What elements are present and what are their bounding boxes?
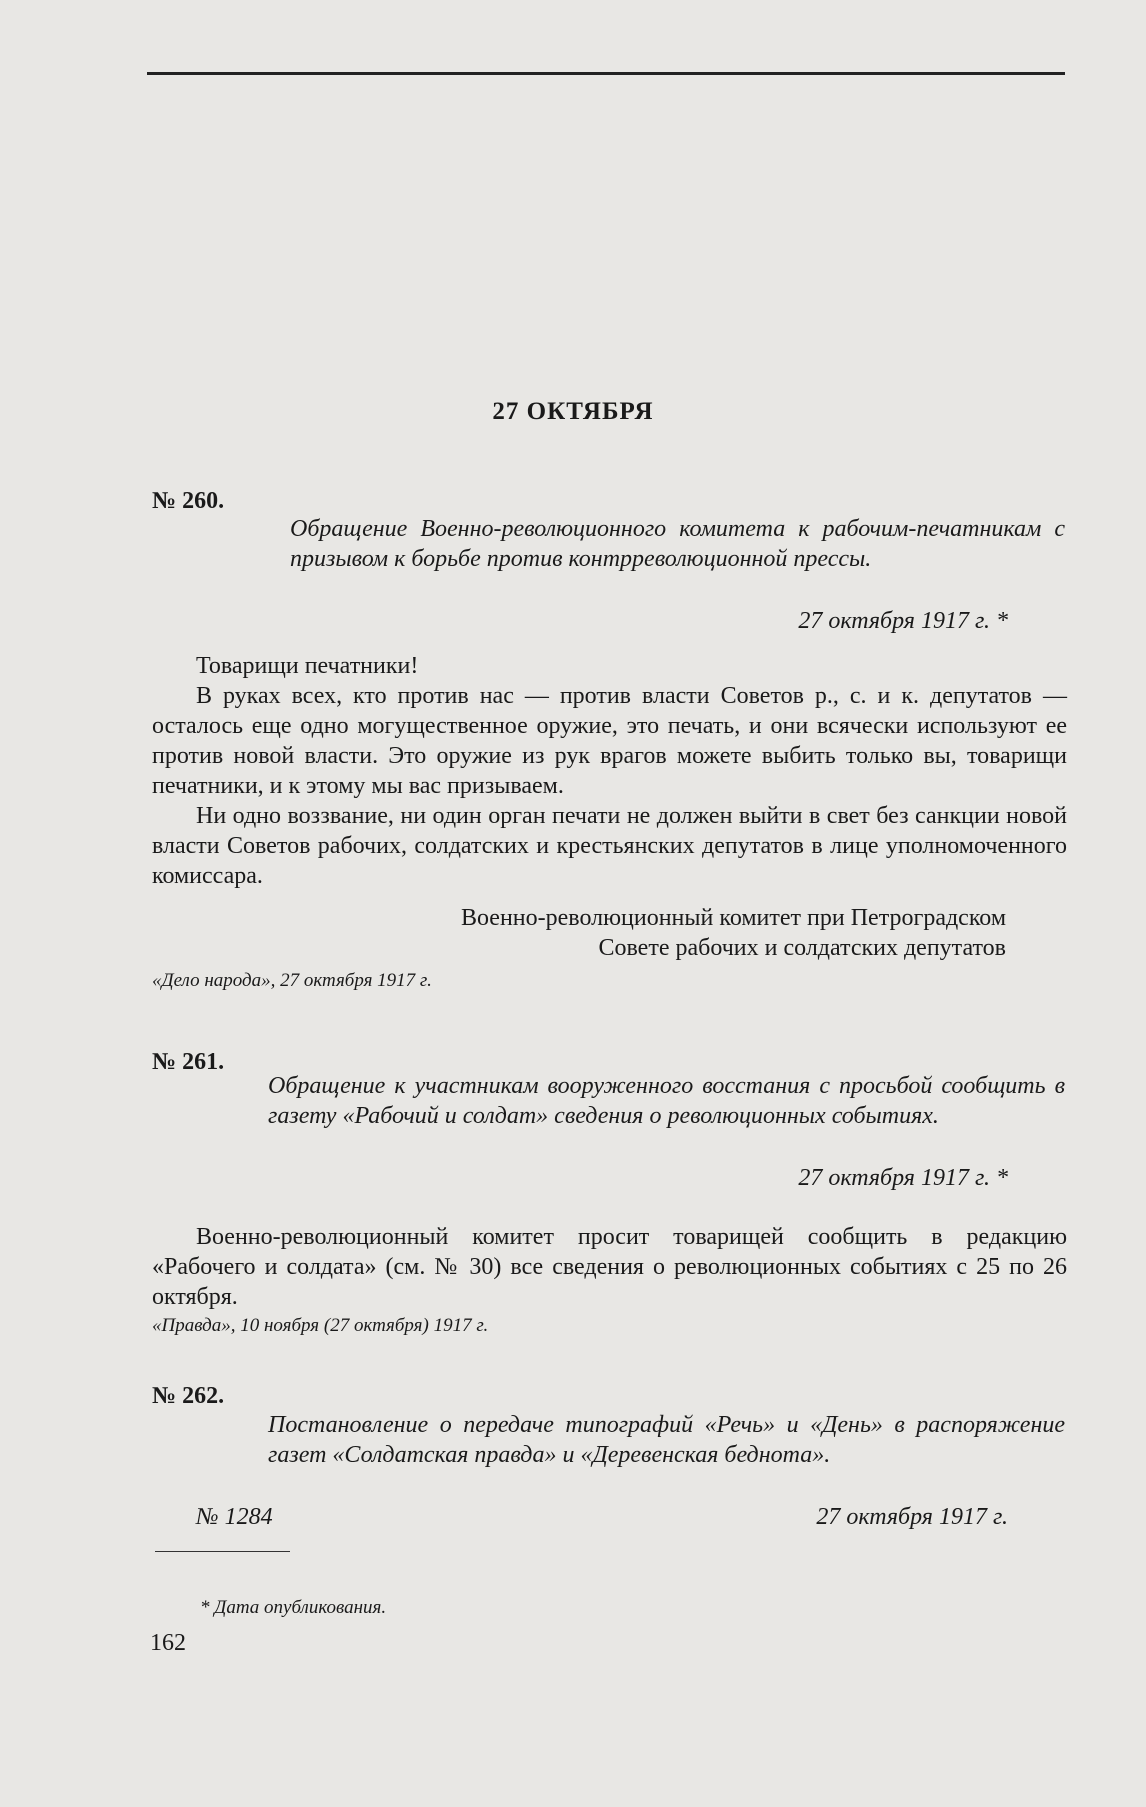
doc-260-title: Обращение Военно-революционного комитета к рабочим-печатникам с призывом к борьбе против контрреволюционной прессы.: [290, 516, 1065, 572]
doc-260-signature-line-2: Совете рабочих и солдатских депутатов: [598, 935, 1006, 961]
doc-260-body: [152, 651, 1067, 891]
doc-261-source: «Правда», 10 ноября (27 октября) 1917 г.: [152, 1315, 489, 1336]
doc-261-title: Обращение к участникам вооруженного восстания с просьбой сообщить в газету «Рабочий и солдат» сведения о революционных событиях.: [268, 1073, 1065, 1129]
doc-260-paragraph-2: Ни одно воззвание, ни один орган печати не должен выйти в свет без санкции новой власти Советов рабочих, солдатских и крестьянских депутатов в лице уполномоченного комиссара.: [152, 803, 1067, 889]
doc-262-date: 27 октября 1917 г.: [816, 1504, 1008, 1530]
doc-260-paragraph-1: В руках всех, кто против нас — против власти Советов р., с. и к. депутатов — осталось еще одно могущественное оружие, это печать, и они всячески используют ее против новой власти. Это оружие из рук врагов можете выбить только вы, товарищи печатники, и к этому мы вас призываем.: [152, 683, 1067, 799]
doc-261-body: [152, 1222, 1067, 1312]
footnote-rule: [155, 1551, 290, 1552]
top-rule: [147, 72, 1065, 75]
page-number: 162: [150, 1630, 186, 1656]
footnote: * Дата опубликования.: [200, 1597, 387, 1618]
doc-262-number: № 262.: [152, 1383, 225, 1409]
doc-261-date: 27 октября 1917 г. *: [798, 1165, 1008, 1191]
doc-260-date: 27 октября 1917 г. *: [798, 608, 1008, 634]
doc-261-paragraph-1: Военно-революционный комитет просит товарищей сообщить в редакцию «Рабочего и солдата» (см. № 30) все сведения о революционных событиях с 25 по 26 октября.: [152, 1224, 1067, 1310]
doc-261-number: № 261.: [152, 1049, 225, 1075]
section-heading: 27 ОКТЯБРЯ: [492, 398, 654, 425]
doc-260-source: «Дело народа», 27 октября 1917 г.: [152, 970, 432, 991]
doc-260-number: № 260.: [152, 488, 225, 514]
doc-260-greeting: Товарищи печатники!: [196, 653, 419, 679]
doc-260-signature: [461, 903, 1006, 963]
doc-262-registry: № 1284: [196, 1504, 273, 1530]
doc-260-signature-line-1: Военно-революционный комитет при Петроградском: [460, 905, 1006, 931]
doc-262-title: Постановление о передаче типографий «Речь» и «День» в распоряжение газет «Солдатская правда» и «Деревенская беднота».: [268, 1412, 1065, 1468]
